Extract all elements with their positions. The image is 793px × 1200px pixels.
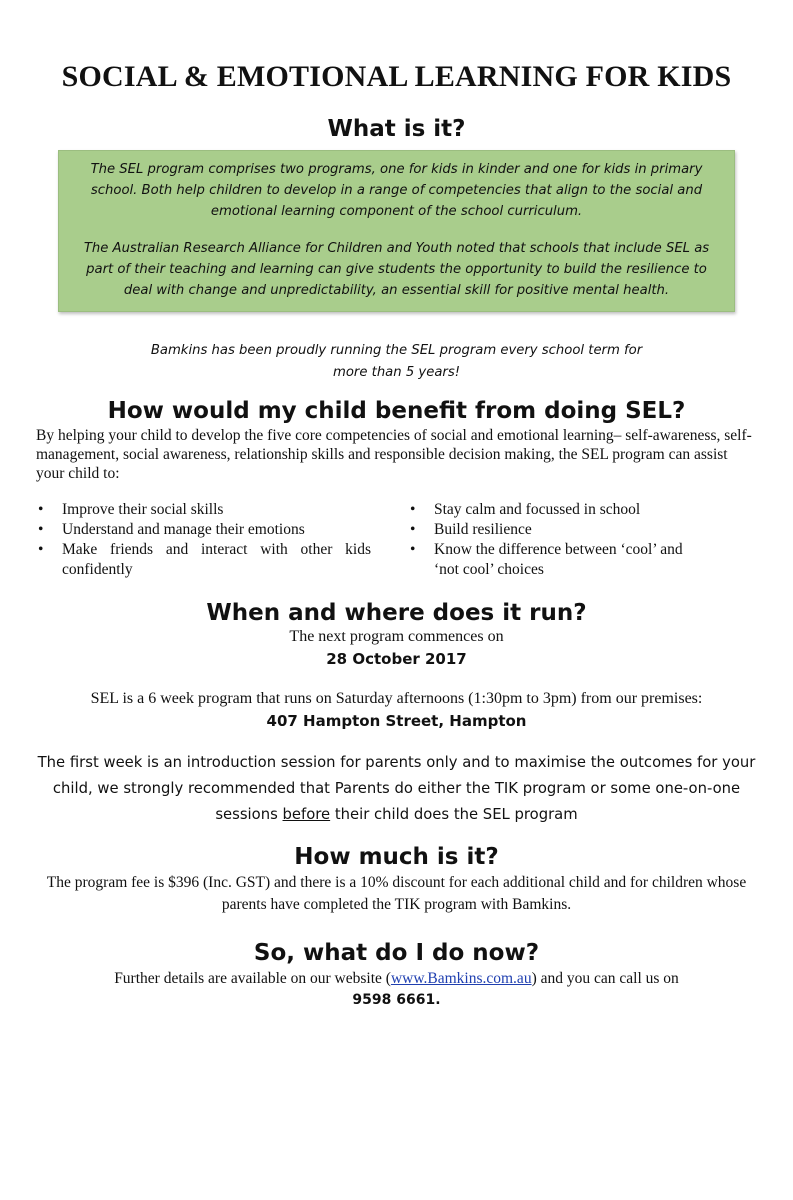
benefit-list-right xyxy=(408,500,708,580)
what-is-it-heading: What is it? xyxy=(327,116,466,142)
list-item: • Build resilience xyxy=(408,520,708,540)
start-date: 28 October 2017 xyxy=(326,650,467,668)
first-week-text-end: their child does the SEL program xyxy=(330,806,578,823)
address: 407 Hampton Street, Hampton xyxy=(266,712,527,730)
description-paragraph-1: The SEL program comprises two programs, one for kids in kinder and one for kids in primary school. Both help children to develop in a range of competencies that align to the social and emotional learning component of the school curriculum. xyxy=(90,162,703,219)
website-link[interactable]: www.Bamkins.com.au xyxy=(390,970,532,987)
benefit-intro: By helping your child to develop the five core competencies of social and emotional learning– self-awareness, self-management, social awareness, relationship skills and responsible decision making, the SEL program can assist your child to: xyxy=(36,427,752,482)
when-where-heading: When and where does it run? xyxy=(206,600,587,626)
details-text-end: ) and you can call us on xyxy=(531,970,679,987)
list-item: • Know the difference between ‘cool’ and ‘not cool’ choices xyxy=(408,540,708,580)
benefit-list xyxy=(36,500,757,580)
benefit-heading: How would my child benefit from doing SEL? xyxy=(107,398,686,424)
cost-heading: How much is it? xyxy=(294,844,499,870)
underlined-before: before xyxy=(282,806,331,823)
benefit-list-left xyxy=(36,500,371,580)
commences-text: The next program commences on xyxy=(289,628,504,645)
list-item: • Improve their social skills xyxy=(36,500,371,520)
program-description-box xyxy=(58,150,735,312)
page-title: SOCIAL & EMOTIONAL LEARNING FOR KIDS xyxy=(61,60,732,93)
next-steps-heading: So, what do I do now? xyxy=(253,940,540,966)
details-text-start: Further details are available on our website ( xyxy=(114,970,391,987)
list-item: • Stay calm and focussed in school xyxy=(408,500,708,520)
phone-number-line xyxy=(36,992,757,1008)
schedule-text: SEL is a 6 week program that runs on Saturday afternoons (1:30pm to 3pm) from our premises: xyxy=(90,690,703,707)
list-item: • Understand and manage their emotions xyxy=(36,520,371,540)
first-week-note xyxy=(36,750,757,828)
list-item: • Make friends and interact with other kids confidently xyxy=(36,540,371,580)
running-note: Bamkins has been proudly running the SEL program every school term for more than 5 years! xyxy=(150,343,643,380)
fee-text: The program fee is $396 (Inc. GST) and there is a 10% discount for each additional child and for children whose parents have completed the TIK program with Bamkins. xyxy=(46,874,747,913)
first-week-text-start: The first week is an introduction session for parents only and to maximise the outcomes for your child, we strongly recommended that Parents do either the TIK program or some one-on-one sessions xyxy=(37,754,756,823)
phone-number: 9598 6661 xyxy=(352,992,436,1008)
details-text xyxy=(36,968,757,990)
phone-suffix: . xyxy=(435,992,441,1008)
description-paragraph-2: The Australian Research Alliance for Children and Youth noted that schools that include SEL as part of their teaching and learning can give students the opportunity to build the resilience to deal with change and unpredictability, an essential skill for positive mental health. xyxy=(83,241,710,298)
